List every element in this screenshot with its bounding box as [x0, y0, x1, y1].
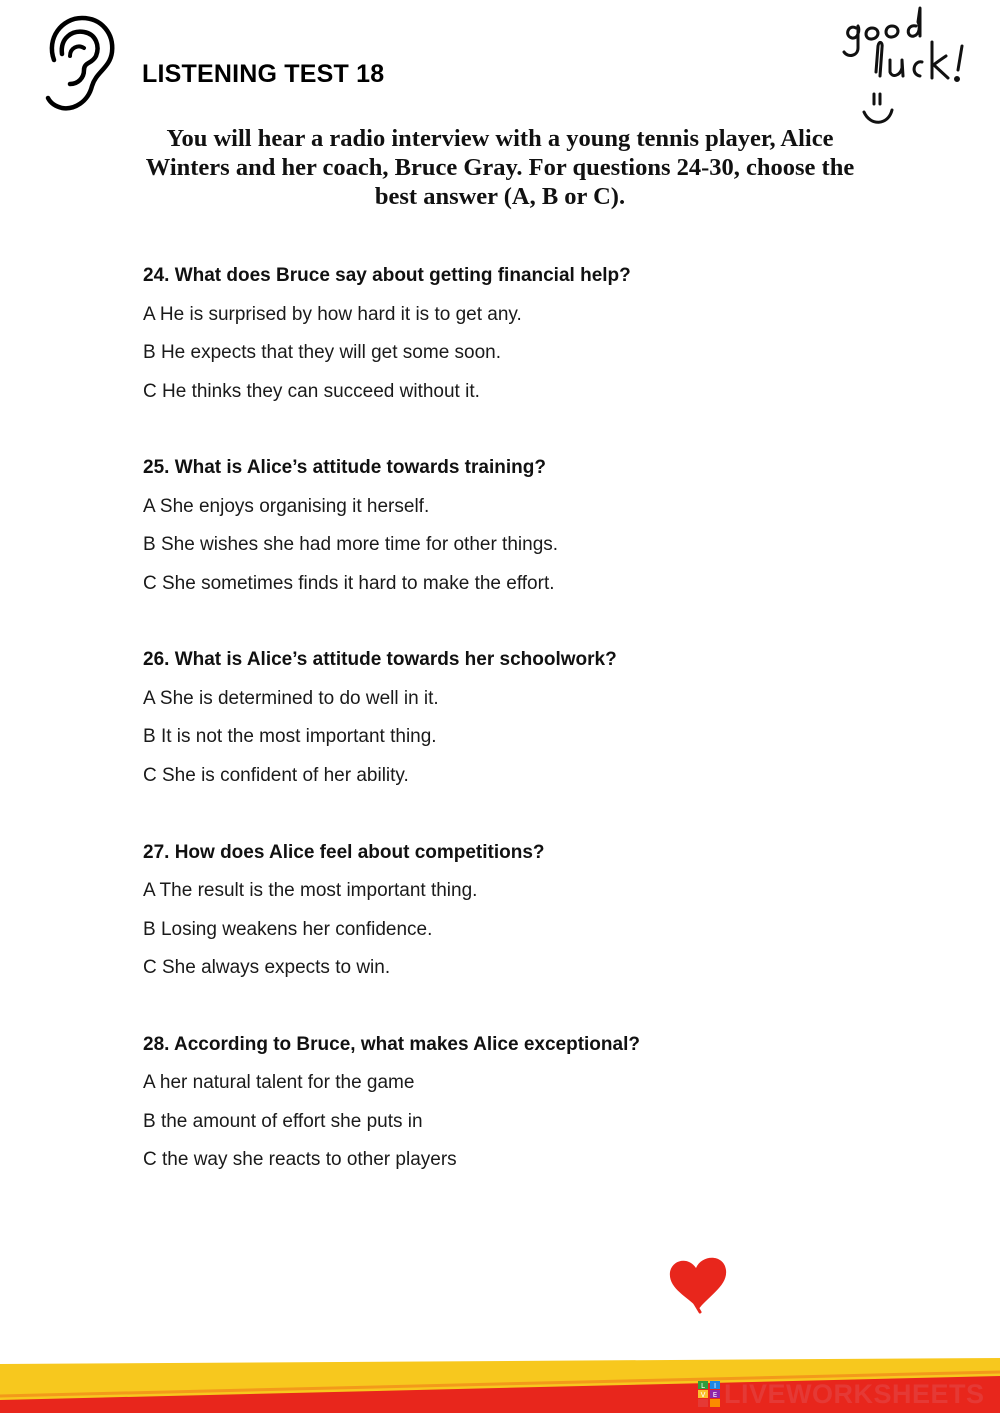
option-b[interactable]: B the amount of effort she puts in	[143, 1110, 423, 1132]
option-a[interactable]: A her natural talent for the game	[143, 1072, 415, 1094]
heart-icon	[664, 1252, 732, 1314]
question-text: 27. How does Alice feel about competitions?	[143, 841, 545, 863]
liveworksheets-logo-icon	[698, 1381, 720, 1407]
instructions: You will hear a radio interview with a young tennis player, Alice Winters and her coach, Bruce Gray. For questions 24-30, choose the best answer (A, B or C).	[145, 125, 855, 210]
option-b[interactable]: B It is not the most important thing.	[143, 726, 437, 748]
question-25	[143, 454, 943, 646]
liveworksheets-brand[interactable]	[698, 1379, 985, 1409]
svg-text:E: E	[712, 1391, 718, 1399]
option-b[interactable]: B She wishes she had more time for other things.	[143, 534, 559, 556]
option-a[interactable]: A She enjoys organising it herself.	[143, 495, 430, 517]
question-text: 26. What is Alice’s attitude towards her schoolwork?	[143, 649, 617, 671]
question-text: 24. What does Bruce say about getting financial help?	[143, 265, 631, 286]
svg-text:L: L	[701, 1382, 705, 1390]
brand-name: LIVEWORKSHEETS	[724, 1379, 985, 1409]
option-a[interactable]: A She is determined to do well in it.	[143, 687, 439, 709]
question-text: 28. According to Bruce, what makes Alice exceptional?	[143, 1033, 640, 1055]
question-28	[143, 1031, 943, 1223]
question-24	[143, 262, 943, 454]
option-c[interactable]: C She always expects to win.	[143, 957, 391, 979]
page-title: LISTENING TEST 18	[142, 60, 385, 88]
option-c[interactable]: C She is confident of her ability.	[143, 764, 409, 786]
svg-text:V: V	[700, 1391, 706, 1399]
option-c[interactable]: C the way she reacts to other players	[143, 1149, 457, 1171]
question-26	[143, 646, 943, 838]
question-list	[143, 262, 943, 1223]
option-b[interactable]: B Losing weakens her confidence.	[143, 918, 433, 940]
question-27	[143, 839, 943, 1031]
option-b[interactable]: B He expects that they will get some soon.	[143, 342, 502, 363]
ear-icon	[40, 14, 118, 114]
good-luck-note	[836, 6, 986, 136]
option-a[interactable]: A The result is the most important thing.	[143, 880, 478, 902]
option-a[interactable]: A He is surprised by how hard it is to get any.	[143, 303, 522, 325]
option-c[interactable]: C He thinks they can succeed without it.	[143, 380, 480, 402]
question-text: 25. What is Alice’s attitude towards training?	[143, 457, 546, 479]
svg-text:I: I	[713, 1382, 717, 1390]
option-c[interactable]: C She sometimes finds it hard to make the effort.	[143, 572, 555, 594]
